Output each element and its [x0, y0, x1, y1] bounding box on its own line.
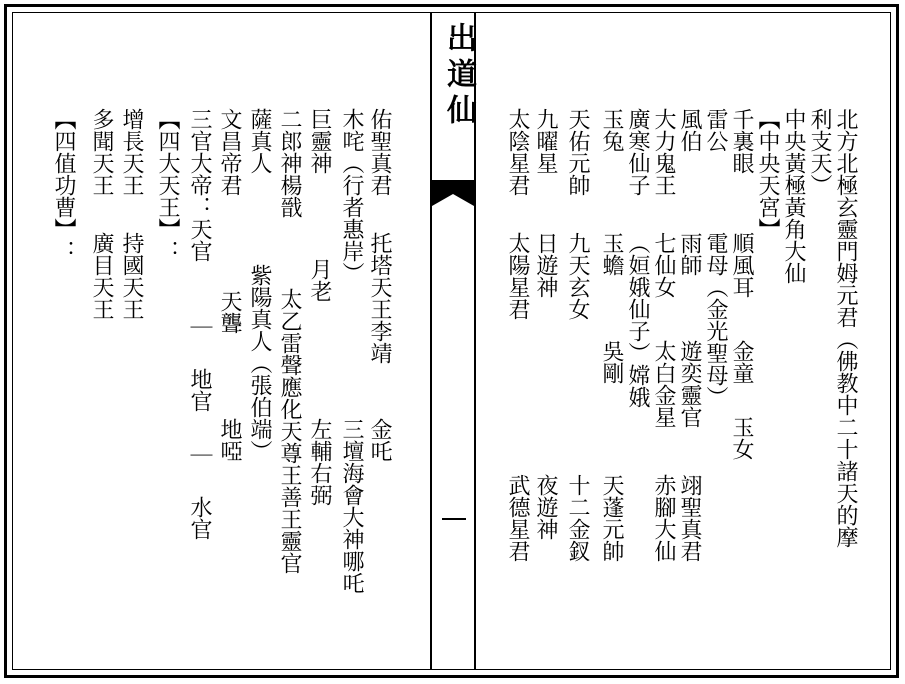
right-page-entry: （姮娥仙子）嫦娥 [625, 232, 650, 408]
right-page-entry: 天蓬元帥 [599, 474, 624, 562]
right-page-entry: 夜遊神 [533, 474, 558, 540]
left-page-entry: 天聾 [217, 290, 242, 334]
right-page-entry: 日遊神 [533, 232, 558, 298]
right-page-entry: 天佑元帥 [565, 108, 590, 196]
left-page-entry: 三官大帝：天官 [187, 108, 212, 262]
left-page-entry: 廣目天王 [89, 232, 114, 320]
left-page-entry: ｜ [187, 316, 212, 338]
left-page-entry: 佑聖真君 [367, 108, 392, 196]
left-page-entry: 托塔天王李靖 [367, 232, 392, 364]
right-page-entry: 風伯 [677, 108, 702, 152]
left-page-entry: 紫陽真人（張伯端） [247, 264, 272, 462]
right-page-entry: 雨師 [677, 232, 702, 276]
right-page-entry: 中央黃極黃角大仙 [781, 108, 806, 284]
right-page-entry: 千裏眼 [729, 108, 754, 174]
fishtail-mark-icon [432, 180, 474, 208]
right-page-entry: 雷公 [703, 108, 728, 152]
left-page-entry: 水官 [187, 496, 212, 540]
left-page-entry: 持國天王 [119, 232, 144, 320]
left-page-entry: ｜ [187, 444, 212, 466]
center-divider-left [430, 12, 432, 670]
right-page-entry: 電母（金光聖母） [703, 232, 728, 408]
right-page-entry: 太白金星 [651, 340, 676, 428]
right-page-entry: 太陽星君 [505, 232, 530, 320]
right-page-entry: 玉兔 [599, 108, 624, 152]
right-page-entry: 太陰星君 [505, 108, 530, 196]
left-page-entry: 木咤（行者惠岸） [339, 108, 364, 284]
right-page-entry: 廣寒仙子 [625, 108, 650, 196]
left-page-entry: 增長天王 [119, 108, 144, 196]
right-page-entry: 金童 [729, 340, 754, 384]
right-page-entry: 翊聖真君 [677, 474, 702, 562]
left-page-entry: 地官 [187, 368, 212, 412]
right-page-entry: 十二金釵 [565, 474, 590, 562]
left-page-entry: 地啞 [217, 418, 242, 462]
right-page-entry: 玉女 [729, 416, 754, 460]
page-title: 出道仙 [441, 22, 476, 130]
left-page-entry: 薩真人 [247, 108, 272, 174]
page-number [442, 518, 466, 524]
right-page-entry: 北方北極玄靈門姆元君（佛教中二十諸天的摩 [833, 108, 858, 548]
right-page-entry: 順風耳 [729, 232, 754, 298]
right-page-entry: 大力鬼王 [651, 108, 676, 196]
left-page-entry: 巨靈神 [307, 108, 332, 174]
left-page-entry: 三壇海會大神哪吒 [339, 418, 364, 594]
left-page-entry: 【四值功曹】： [51, 108, 76, 262]
left-page-entry: 金吒 [367, 418, 392, 462]
left-page-entry: 多聞天王 [89, 108, 114, 196]
right-page-entry: 玉蟾 [599, 232, 624, 276]
right-page-entry: 吳剛 [599, 340, 624, 384]
right-page-entry: 【中央天宮】 [755, 108, 780, 240]
right-page-entry: 七仙女 [651, 232, 676, 298]
right-page-entry: 利支天） [807, 108, 832, 196]
right-page-entry: 遊奕靈官 [677, 340, 702, 428]
left-page-entry: 二郎神楊戩 [277, 108, 302, 218]
left-page-entry: 太乙雷聲應化天尊王善王靈官 [277, 288, 302, 574]
right-page-entry: 武德星君 [505, 474, 530, 562]
left-page-entry: 左輔右弼 [307, 418, 332, 506]
left-page-entry: 月老 [307, 258, 332, 302]
left-page-entry: 【四大天王】： [155, 108, 180, 262]
right-page-entry: 九曜星 [533, 108, 558, 174]
left-page-entry: 文昌帝君 [217, 108, 242, 196]
right-page-entry: 赤腳大仙 [651, 474, 676, 562]
right-page-entry: 九天玄女 [565, 232, 590, 320]
